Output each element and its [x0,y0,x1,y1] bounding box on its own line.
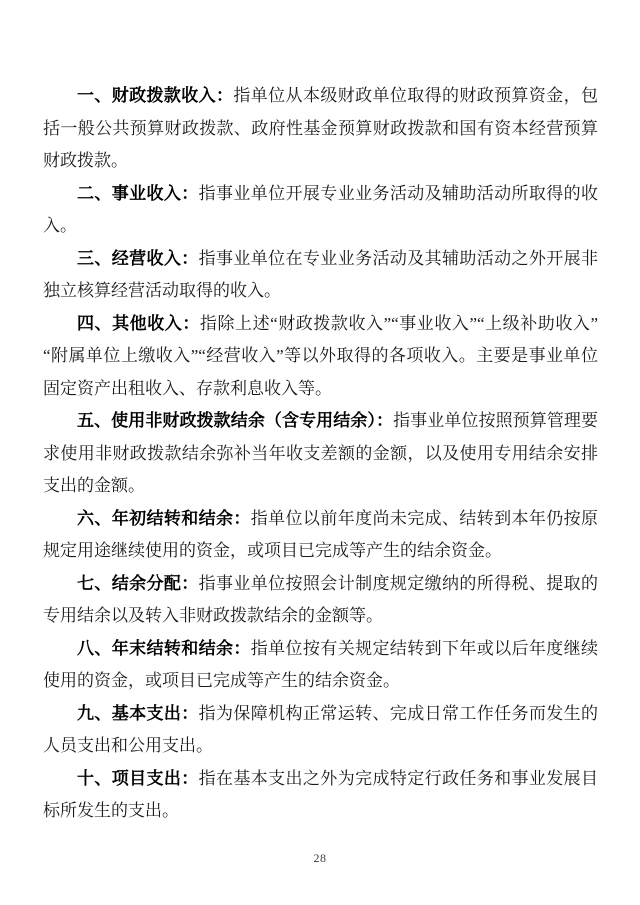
term-definition: 指事业单位按照预算管理要求使用非财政拨款结余弥补当年收支差额的金额，以及使用专用结余安排支出的金额。 [43,411,599,495]
term-label: 十、项目支出： [77,768,199,788]
definition-paragraph [43,243,598,308]
term-definition: 指事业单位按照会计制度规定缴纳的所得税、提取的专用结余以及转入非财政拨款结余的金额等。 [43,573,599,625]
term-definition: 指单位按有关规定结转到下年或以后年度继续使用的资金，或项目已完成等产生的结余资金。 [43,638,599,690]
term-label: 九、基本支出： [77,703,199,723]
term-label: 四、其他收入： [77,313,200,333]
term-label: 八、年末结转和结余： [77,638,251,658]
definition-paragraph [43,178,598,243]
term-label: 七、结余分配： [77,573,199,593]
definitions-section [43,80,598,828]
definition-paragraph [43,308,598,406]
definition-paragraph [43,405,598,503]
term-label: 一、财政拨款收入： [77,86,234,105]
definition-paragraph [43,763,598,828]
definition-paragraph [43,568,598,633]
term-definition: 指单位以前年度尚未完成、结转到本年仍按原规定用途继续使用的资金，或项目已完成等产生的结余资金。 [43,508,599,560]
definition-paragraph [43,503,598,568]
term-label: 三、经营收入： [77,248,199,268]
page-number: 28 [313,851,327,865]
term-definition: 指事业单位在专业业务活动及其辅助活动之外开展非独立核算经营活动取得的收入。 [43,248,599,300]
definition-paragraph [43,633,598,698]
definition-paragraph [43,80,598,178]
term-label: 五、使用非财政拨款结余（含专用结余）： [77,411,394,430]
term-definition: 指为保障机构正常运转、完成日常工作任务而发生的人员支出和公用支出。 [43,703,599,755]
term-definition: 指除上述“财政拨款收入”“事业收入”“上级补助收入”“附属单位上缴收入”“经营收入”等以外取得的各项收入。主要是事业单位固定资产出租收入、存款利息收入等。 [43,313,598,398]
term-definition: 指单位从本级财政单位取得的财政预算资金，包括一般公共预算财政拨款、政府性基金预算财政拨款和国有资本经营预算财政拨款。 [43,86,599,170]
definition-paragraph [43,698,598,763]
term-label: 二、事业收入： [77,183,199,203]
term-label: 六、年初结转和结余： [77,508,251,528]
term-definition: 指在基本支出之外为完成特定行政任务和事业发展目标所发生的支出。 [43,768,599,820]
page-footer [0,849,640,867]
term-definition: 指事业单位开展专业业务活动及辅助活动所取得的收入。 [43,183,599,235]
